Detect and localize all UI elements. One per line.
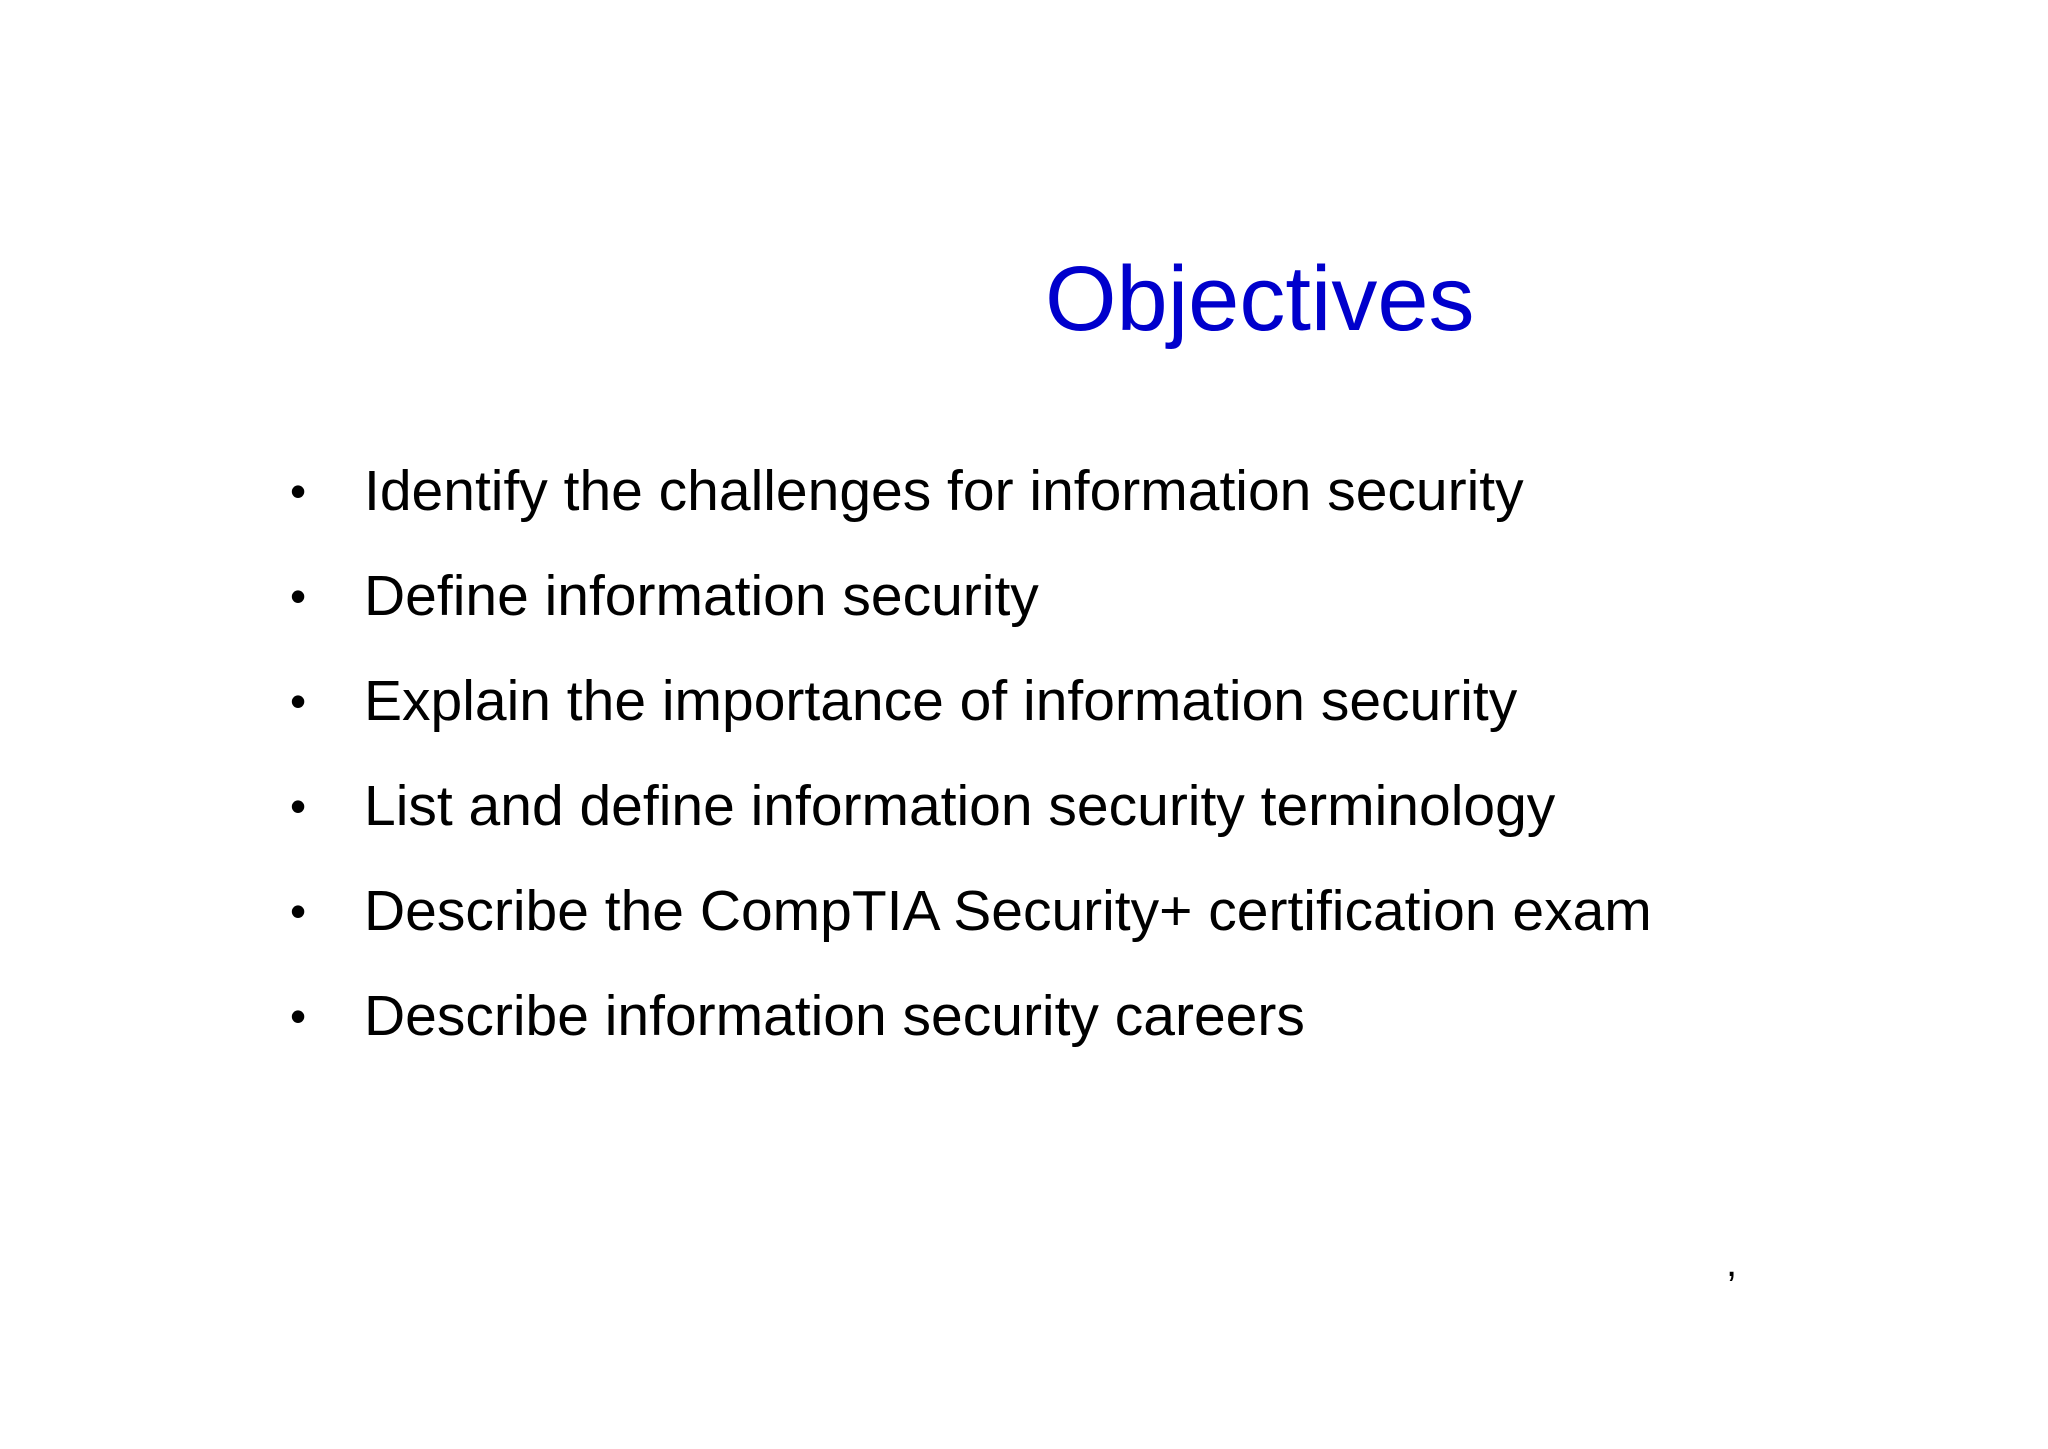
bullet-text: Describe information security careers bbox=[364, 984, 1305, 1048]
bullet-icon: • bbox=[290, 990, 307, 1042]
bullet-text: Explain the importance of information security bbox=[364, 669, 1518, 733]
bullet-text: List and define information security terminology bbox=[364, 774, 1556, 838]
slide-title: Objectives bbox=[1045, 248, 1475, 350]
bullet-icon: • bbox=[290, 465, 307, 517]
bullet-text: Identify the challenges for information security bbox=[364, 459, 1524, 523]
bullet-text: Describe the CompTIA Security+ certification exam bbox=[364, 879, 1652, 943]
bullet-text: Define information security bbox=[364, 564, 1039, 628]
bullet-icon: • bbox=[290, 570, 307, 622]
corner-mark: , bbox=[1726, 1241, 1738, 1285]
bullet-icon: • bbox=[290, 675, 307, 727]
bullet-icon: • bbox=[290, 780, 307, 832]
bullet-icon: • bbox=[290, 885, 307, 937]
